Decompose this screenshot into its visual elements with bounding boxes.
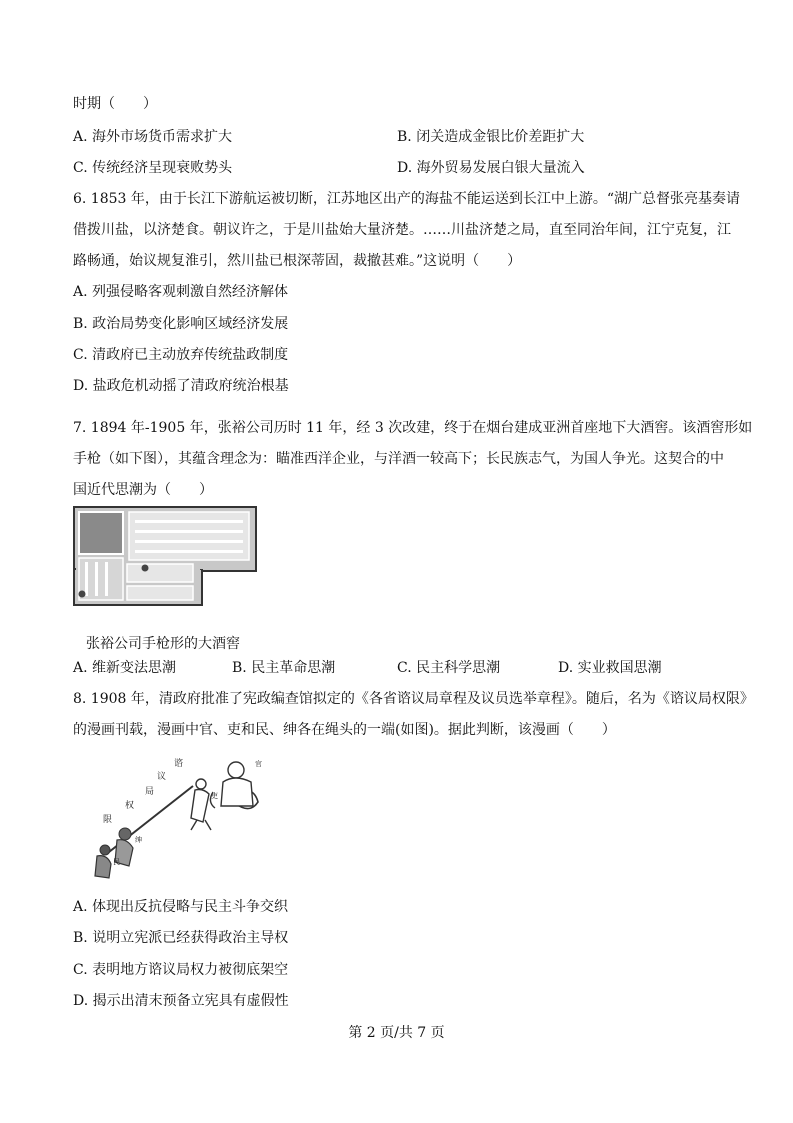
q8-option-b: B. 说明立宪派已经获得政治主导权 [73, 930, 289, 946]
cartoon-label-min: 民 [113, 858, 120, 866]
q5-stem-tail: 时期（ ） [73, 96, 157, 112]
figure-caption: 张裕公司手枪形的大酒窖 [86, 636, 240, 652]
q7-option-b: B. 民主革命思潮 [232, 660, 336, 676]
wine-cellar-floorplan [73, 506, 257, 606]
q8-stem-line2: 的漫画刊载，漫画中官、吏和民、绅各在绳头的一端(如图)。据此判断，该漫画（ ） [73, 722, 616, 738]
q8-option-c: C. 表明地方谘议局权力被彻底架空 [73, 962, 289, 978]
cartoon-label-shen: 绅 [135, 836, 142, 844]
q5-option-c: C. 传统经济呈现衰败势头 [73, 160, 233, 176]
q6-option-c: C. 清政府已主动放弃传统盐政制度 [73, 347, 289, 363]
cartoon-label-guan: 官 [255, 760, 262, 768]
q6-option-d: D. 盐政危机动摇了清政府统治根基 [73, 378, 289, 394]
q7-option-c: C. 民主科学思潮 [397, 660, 501, 676]
q6-stem-line2: 借拨川盐，以济楚食。朝议许之，于是川盐始大量济楚。……川盐济楚之局，直至同治年间，江宁克复，江 [73, 222, 731, 238]
cartoon-label-quan: 权 [125, 801, 135, 811]
q5-option-a: A. 海外市场货币需求扩大 [73, 129, 233, 145]
cartoon-label-ju: 局 [145, 787, 155, 797]
cartoon-label-xian: 限 [103, 815, 113, 825]
q7-option-d: D. 实业救国思潮 [558, 660, 662, 676]
q6-option-b: B. 政治局势变化影响区域经济发展 [73, 316, 289, 332]
q5-option-b: B. 闭关造成金银比价差距扩大 [397, 129, 585, 145]
cartoon-label-zi: 谘 [174, 759, 184, 769]
q7-option-a: A. 维新变法思潮 [73, 660, 177, 676]
q6-stem-line3: 路畅通，始议规复淮引，然川盐已根深蒂固，裁撤甚难。”这说明（ ） [73, 253, 522, 269]
q7-stem-line2: 手枪（如下图），其蕴含理念为：瞄准西洋企业，与洋酒一较高下；长民族志气，为国人争光。这契合的中 [73, 451, 724, 467]
page-footer: 第 2 页/共 7 页 [348, 1025, 445, 1041]
q7-stem-line1: 7. 1894 年-1905 年，张裕公司历时 11 年，经 3 次改建，终于在烟台建成亚洲首座地下大酒窖。该酒窖形如 [73, 420, 753, 436]
political-cartoon [73, 752, 273, 882]
q7-stem-line3: 国近代思潮为（ ） [73, 482, 213, 498]
cartoon-label-li: 吏 [211, 792, 218, 800]
q6-option-a: A. 列强侵略客观刺激自然经济解体 [73, 284, 289, 300]
cartoon-label-yi: 议 [157, 772, 167, 782]
q8-stem-line1: 8. 1908 年，清政府批准了宪政编查馆拟定的《各省谘议局章程及议员选举章程》。随后，名为《谘议局权限》 [73, 691, 754, 707]
q8-option-d: D. 揭示出清末预备立宪具有虚假性 [73, 993, 289, 1009]
q8-option-a: A. 体现出反抗侵略与民主斗争交织 [73, 899, 289, 915]
q6-stem-line1: 6. 1853 年，由于长江下游航运被切断，江苏地区出产的海盐不能运送到长江中上游。“湖广总督张亮基奏请 [73, 191, 741, 207]
q5-option-d: D. 海外贸易发展白银大量流入 [397, 160, 585, 176]
